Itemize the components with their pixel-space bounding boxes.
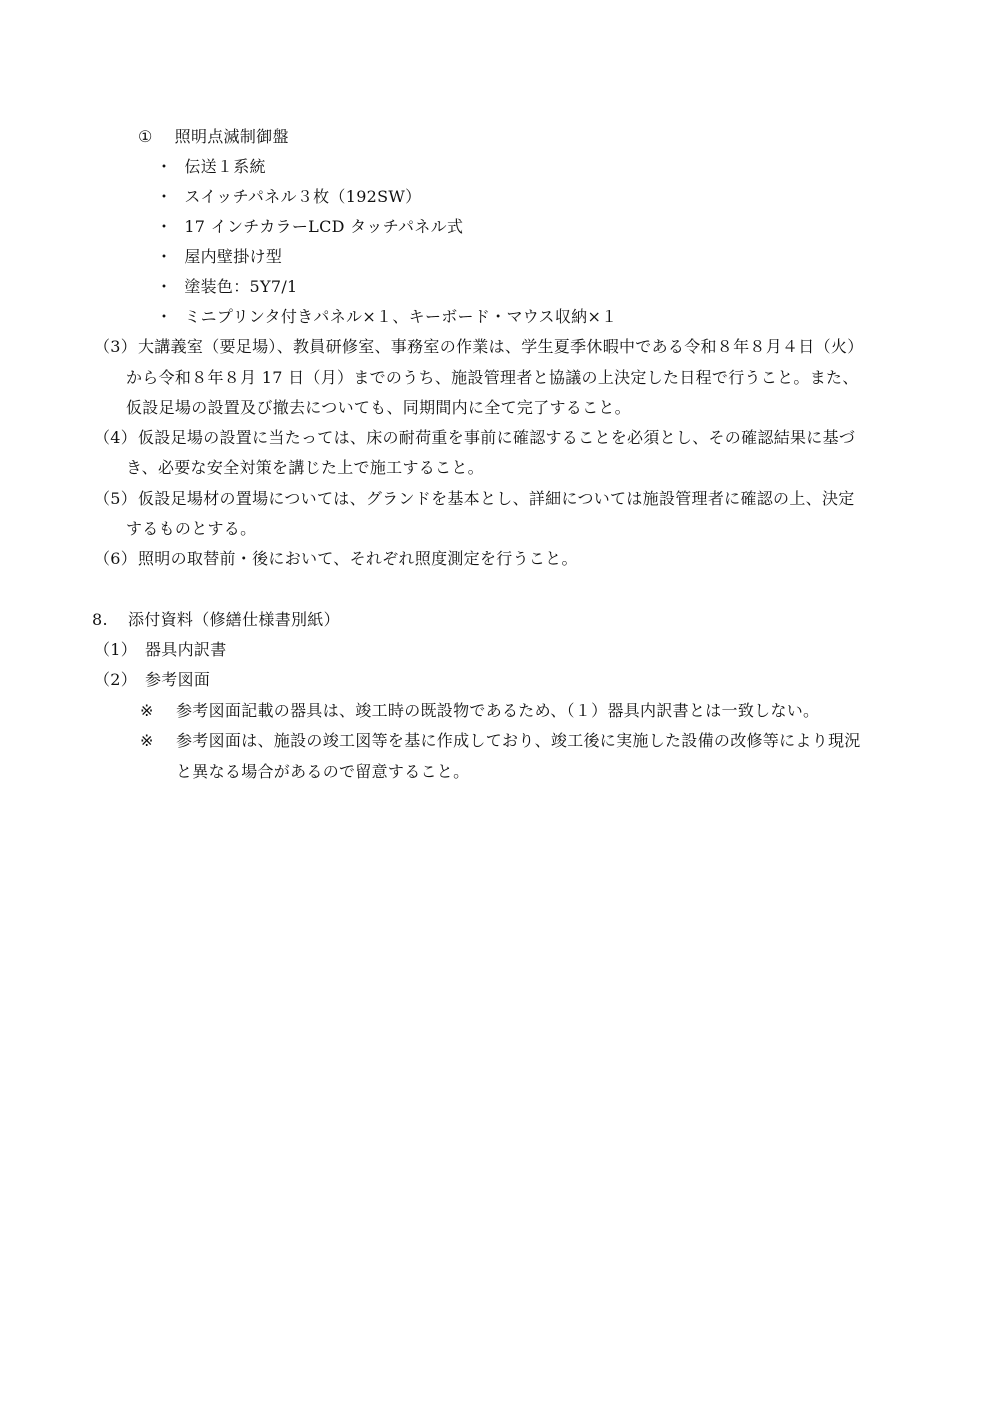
heading-marker: ① [138,127,153,146]
item-3-line: 仮設足場の設置及び撤去についても、同期間内に全て完了すること。 [126,398,631,417]
spec-item [156,157,266,177]
item-4-label: （4） [94,428,138,447]
item-3-line: 大講義室（要足場）、教員研修室、事務室の作業は、学生夏季休暇中である令和８年８月４日（火） [138,337,864,356]
heading-text: 照明点滅制御盤 [174,127,289,146]
item-4-line: 仮設足場の設置に当たっては、床の耐荷重を事前に確認することを必須とし、その確認結果に基づ [138,428,856,447]
spec-text: 17 インチカラーLCD タッチパネル式 [184,217,464,236]
bullet: ・ [156,217,173,236]
spec-text: 塗装色：5Y7/1 [184,277,298,296]
item-6-label: （6） [94,549,138,568]
item-4-line: き、必要な安全対策を講じた上で施工すること。 [126,458,484,477]
bullet: ・ [156,247,173,266]
bullet: ・ [156,157,173,176]
spec-text: 屋内壁掛け型 [184,247,283,266]
spec-item [156,247,282,267]
spec-item [156,307,617,327]
panel-heading [138,127,289,147]
section-8-title: 添付資料（修繕仕様書別紙） [128,610,340,629]
note-mark: ※ [140,731,154,750]
section-8-sub1-label: （1） [94,640,138,659]
note-2-line: 参考図面は、施設の竣工図等を基に作成しており、竣工後に実施した設備の改修等により現況 [176,731,861,750]
note-mark: ※ [140,701,154,720]
item-6-line: 照明の取替前・後において、それぞれ照度測定を行うこと。 [138,549,578,568]
bullet: ・ [156,277,173,296]
section-8-number: 8. [92,610,108,629]
note-1: 参考図面記載の器具は、竣工時の既設物であるため、（１）器具内訳書とは一致しない。 [176,701,820,720]
bullet: ・ [156,307,173,326]
item-3-label: （3） [94,337,138,356]
spec-item [156,187,421,207]
spec-text: ミニプリンタ付きパネル×１、キーボード・マウス収納×１ [184,307,618,326]
spec-text: 伝送１系統 [184,157,266,176]
item-5-line: 仮設足場材の置場については、グランドを基本とし、詳細については施設管理者に確認の上、決定 [138,489,855,508]
bullet: ・ [156,187,173,206]
item-3-line: から令和８年８月 17 日（月）までのうち、施設管理者と協議の上決定した日程で行うこと。また、 [126,368,859,387]
section-8-sub1-text: 器具内訳書 [145,640,227,659]
item-5-line: するものとする。 [126,519,257,538]
item-5-label: （5） [94,489,138,508]
section-8-sub2-label: （2） [94,670,138,689]
spec-item [156,217,463,237]
spec-text: スイッチパネル３枚（192SW） [184,187,422,206]
section-8-sub2-text: 参考図面 [145,670,211,689]
note-2-line: と異なる場合があるので留意すること。 [176,762,470,781]
spec-item [156,277,298,297]
